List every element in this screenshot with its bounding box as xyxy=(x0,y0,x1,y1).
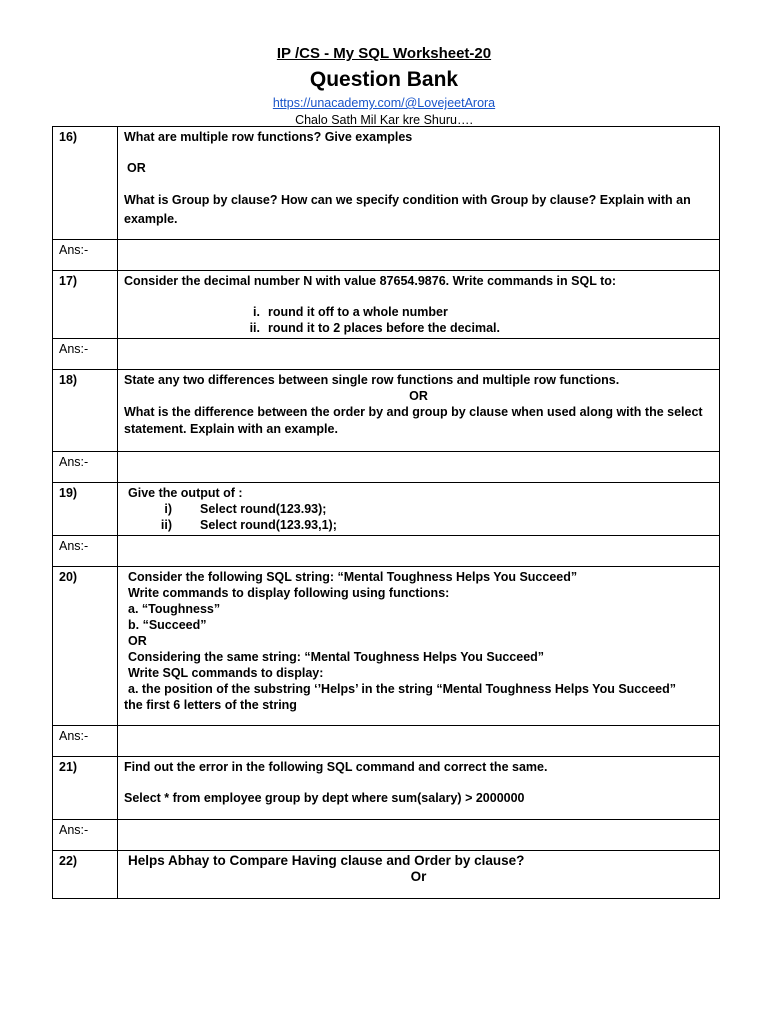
question-line: Considering the same string: “Mental Toughness Helps You Succeed” xyxy=(128,650,545,664)
sub-item-text: b. “Succeed” xyxy=(128,618,207,632)
question-row-19 xyxy=(53,483,720,536)
answer-cell[interactable] xyxy=(118,820,720,851)
answer-row-19 xyxy=(53,536,720,567)
question-text xyxy=(118,271,720,339)
sub-item-text: round it off to a whole number xyxy=(268,305,448,319)
question-text xyxy=(118,757,720,820)
question-line: What is Group by clause? How can we specify condition with Group by clause? Explain with an example. xyxy=(124,193,691,226)
question-row-16 xyxy=(53,127,720,240)
answer-row-17 xyxy=(53,339,720,370)
question-number: 21) xyxy=(53,757,118,820)
question-number: 18) xyxy=(53,370,118,452)
question-row-20 xyxy=(53,567,720,726)
sub-item xyxy=(124,501,713,517)
question-number: 16) xyxy=(53,127,118,240)
question-line: Consider the decimal number N with value 87654.9876. Write commands in SQL to: xyxy=(124,274,617,288)
or-label: OR xyxy=(128,634,147,648)
question-line: State any two differences between single row functions and multiple row functions. xyxy=(124,373,620,387)
question-line: Consider the following SQL string: “Mental Toughness Helps You Succeed” xyxy=(128,570,578,584)
question-line: the first 6 letters of the string xyxy=(124,698,297,712)
answer-row-18 xyxy=(53,452,720,483)
question-text xyxy=(118,127,720,240)
sub-item-marker: ii. xyxy=(249,321,260,335)
sub-item-marker: ii) xyxy=(160,518,172,532)
sub-item-text: round it to 2 places before the decimal. xyxy=(268,321,500,335)
answer-row-16 xyxy=(53,240,720,271)
question-line: Give the output of : xyxy=(128,486,243,500)
answer-row-20 xyxy=(53,726,720,757)
worksheet-header xyxy=(0,44,768,128)
question-number: 17) xyxy=(53,271,118,339)
question-line: What is the difference between the order by and group by clause when used along with the select statement. Explain with an example. xyxy=(124,405,703,436)
answer-label: Ans:- xyxy=(53,452,118,483)
answer-label: Ans:- xyxy=(53,536,118,567)
answer-cell[interactable] xyxy=(118,536,720,567)
sub-item xyxy=(234,320,713,336)
question-line: Write SQL commands to display: xyxy=(128,666,324,680)
worksheet-title: IP /CS - My SQL Worksheet-20 xyxy=(276,45,492,62)
question-line: Write commands to display following using functions: xyxy=(128,586,450,600)
unacademy-link[interactable]: https://unacademy.com/@LovejeetArora xyxy=(272,96,496,110)
or-label: OR xyxy=(409,389,428,403)
sub-item-text: Select round(123.93,1); xyxy=(200,518,337,532)
question-row-18 xyxy=(53,370,720,452)
answer-cell[interactable] xyxy=(118,452,720,483)
question-number: 20) xyxy=(53,567,118,726)
question-text xyxy=(118,483,720,536)
sub-item-text: a. “Toughness” xyxy=(128,602,221,616)
sub-item-marker: i) xyxy=(164,502,172,516)
sub-item-text: Select round(123.93); xyxy=(200,502,327,516)
sub-item xyxy=(124,517,713,533)
answer-cell[interactable] xyxy=(118,339,720,370)
question-text xyxy=(118,851,720,899)
sub-item-marker: i. xyxy=(253,305,260,319)
answer-label: Ans:- xyxy=(53,820,118,851)
question-text xyxy=(118,567,720,726)
answer-label: Ans:- xyxy=(53,240,118,271)
question-line: Find out the error in the following SQL command and correct the same. xyxy=(124,760,548,774)
or-label: OR xyxy=(127,161,146,175)
or-label: Or xyxy=(410,869,427,884)
page-title: Question Bank xyxy=(309,68,459,91)
question-text xyxy=(118,370,720,452)
answer-cell[interactable] xyxy=(118,726,720,757)
question-row-21 xyxy=(53,757,720,820)
question-row-17 xyxy=(53,271,720,339)
question-row-22 xyxy=(53,851,720,899)
sql-command: Select * from employee group by dept where sum(salary) > 2000000 xyxy=(124,791,525,805)
sub-item-text: a. the position of the substring ‘’Helps’ in the string “Mental Toughness Helps You Succeed” xyxy=(128,682,676,696)
tagline: Chalo Sath Mil Kar kre Shuru…. xyxy=(295,113,473,127)
sub-item xyxy=(234,304,713,320)
question-line: What are multiple row functions? Give examples xyxy=(124,130,413,144)
question-number: 19) xyxy=(53,483,118,536)
answer-row-21 xyxy=(53,820,720,851)
question-table xyxy=(52,126,720,899)
question-line: Helps Abhay to Compare Having clause and Order by clause? xyxy=(128,853,525,868)
question-number: 22) xyxy=(53,851,118,899)
answer-cell[interactable] xyxy=(118,240,720,271)
answer-label: Ans:- xyxy=(53,726,118,757)
answer-label: Ans:- xyxy=(53,339,118,370)
